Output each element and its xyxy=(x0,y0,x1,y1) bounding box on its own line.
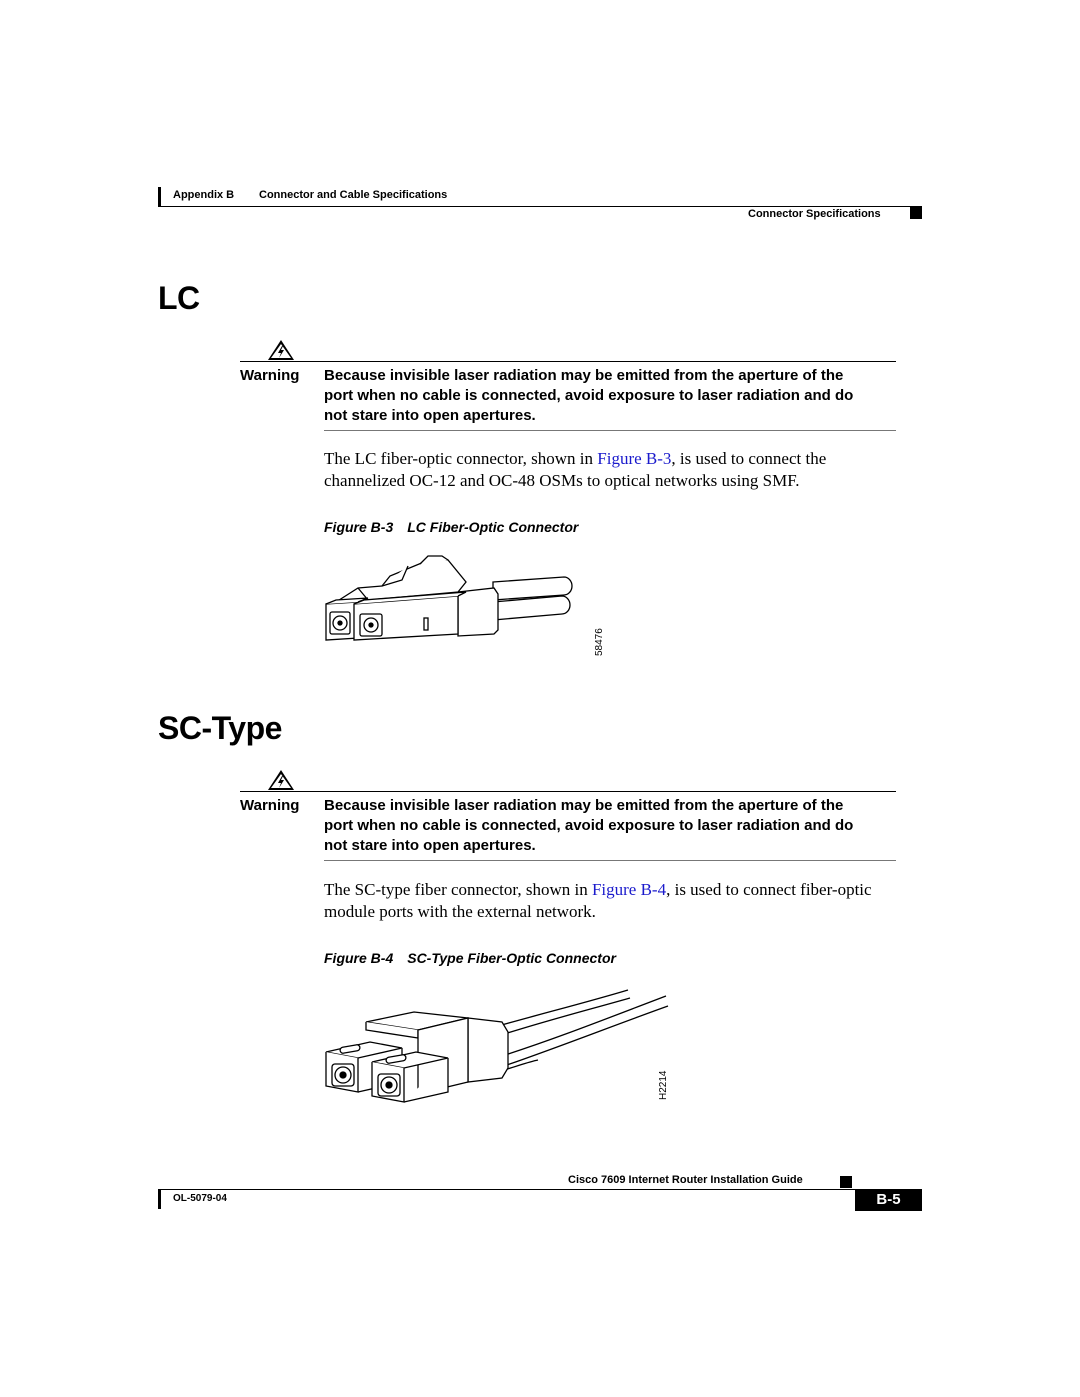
warning-rule-bottom xyxy=(324,860,896,861)
figure-number: Figure B-4 xyxy=(324,950,394,966)
sc-connector-illustration xyxy=(318,982,678,1112)
footer-left-bar xyxy=(158,1189,161,1209)
header-left-bar xyxy=(158,187,161,207)
figure-id: 58476 xyxy=(594,628,605,656)
figure-link[interactable]: Figure B-4 xyxy=(591,880,667,899)
warning-rule-top xyxy=(240,791,896,792)
section-heading-lc: LC xyxy=(158,280,200,316)
footer-doc-number: OL-5079-04 xyxy=(173,1193,227,1204)
warning-label: Warning xyxy=(240,797,300,814)
warning-triangle-icon xyxy=(266,768,296,792)
warning-line: Because invisible laser radiation may be emitted from the aperture of the xyxy=(324,367,844,384)
figure-caption xyxy=(324,950,616,966)
warning-text xyxy=(324,366,904,426)
header-appendix-label: Appendix B xyxy=(173,189,235,201)
header-rule xyxy=(158,206,922,207)
figure-id: H2214 xyxy=(658,1070,669,1100)
figure-title: SC-Type Fiber-Optic Connector xyxy=(407,950,616,966)
warning-triangle-icon xyxy=(266,338,296,362)
warning-line: not stare into open apertures. xyxy=(324,407,536,424)
page-number: B-5 xyxy=(855,1189,922,1211)
warning-text xyxy=(324,796,904,856)
body-paragraph: The SC-type fiber connector, shown in Figure B-4, is used to connect fiber-optic module ports with the external network. xyxy=(324,880,872,921)
footer-rule xyxy=(158,1189,922,1190)
figure-caption xyxy=(324,519,578,535)
warning-rule-top xyxy=(240,361,896,362)
warning-label: Warning xyxy=(240,367,300,384)
warning-line: port when no cable is connected, avoid exposure to laser radiation and do xyxy=(324,817,854,834)
figure-title: LC Fiber-Optic Connector xyxy=(407,519,579,535)
figure-link[interactable]: Figure B-3 xyxy=(597,449,672,468)
warning-rule-bottom xyxy=(324,430,896,431)
header-section-title: Connector Specifications xyxy=(748,208,881,220)
body-paragraph: The LC fiber-optic connector, shown in Figure B-3, is used to connect the channelized OC-12 and OC-48 OSMs to optical networks using SMF. xyxy=(324,449,827,490)
header-right-square xyxy=(910,207,922,219)
warning-line: Because invisible laser radiation may be emitted from the aperture of the xyxy=(324,797,844,814)
warning-line: not stare into open apertures. xyxy=(324,837,536,854)
header-chapter-title: Connector and Cable Specifications xyxy=(259,189,448,201)
section-heading-sc-type: SC-Type xyxy=(158,710,282,746)
footer-right-square xyxy=(840,1176,852,1188)
figure-number: Figure B-3 xyxy=(324,519,394,535)
warning-line: port when no cable is connected, avoid exposure to laser radiation and do xyxy=(324,387,854,404)
footer-guide-title: Cisco 7609 Internet Router Installation Guide xyxy=(568,1174,803,1186)
lc-connector-illustration xyxy=(318,552,578,652)
